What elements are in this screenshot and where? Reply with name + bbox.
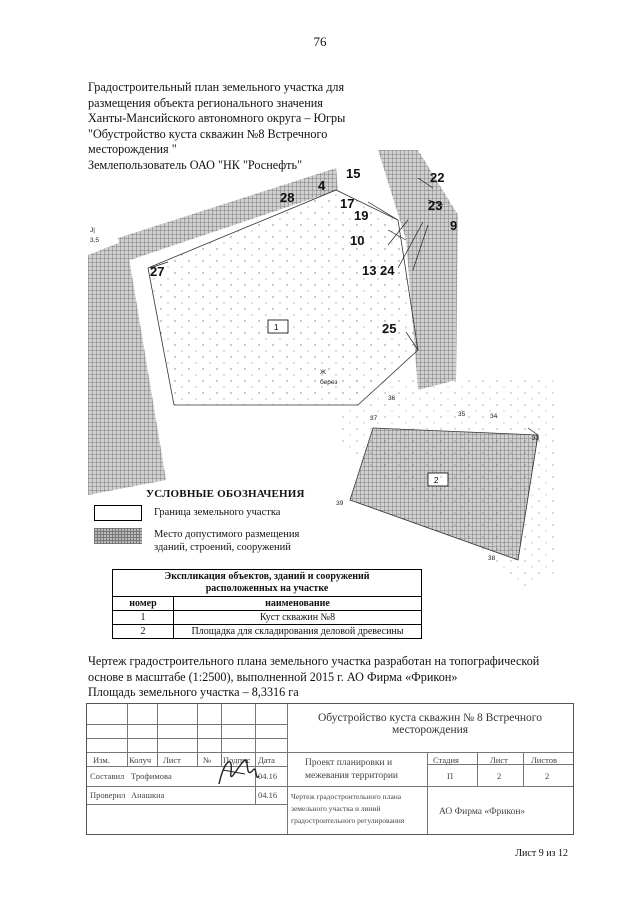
sheet-value: 2 bbox=[497, 771, 502, 781]
note-line: Площадь земельного участка – 8,3316 га bbox=[88, 685, 299, 700]
point-label: 19 bbox=[354, 208, 369, 223]
date-checked: 04.16 bbox=[258, 790, 278, 800]
explication-title-line: расположенных на участке bbox=[205, 583, 329, 594]
point-label: 23 bbox=[428, 198, 443, 213]
heading-line: "Обустройство куста скважин №8 Встречного bbox=[88, 126, 328, 141]
heading-line: размещения объекта регионального значения bbox=[88, 95, 323, 110]
area-label-line: зданий, строений, сооружений bbox=[154, 542, 291, 553]
col-stadia: Стадия bbox=[433, 755, 459, 765]
name-compiled: Трофимова bbox=[131, 771, 172, 781]
row-name: Площадка для складирования деловой древесины bbox=[174, 625, 422, 639]
row-name: Куст скважин №8 bbox=[174, 611, 422, 625]
point-label: 22 bbox=[430, 170, 445, 185]
desc-line: Чертеж градостроительного плана bbox=[291, 792, 402, 801]
note-line: Чертеж градостроительного плана земельного участка разработан на топографической bbox=[88, 654, 540, 668]
note-line: основе в масштабе (1:2500), выполненной 2015 г. АО Фирма «Фрикон» bbox=[88, 669, 458, 684]
point-label: 15 bbox=[346, 166, 361, 181]
small-label: Ж bbox=[320, 369, 327, 376]
company-name: АО Фирма «Фрикон» bbox=[439, 807, 526, 817]
table-row bbox=[113, 611, 422, 625]
legend-title: УСЛОВНЫЕ ОБОЗНАЧЕНИЯ bbox=[146, 488, 305, 500]
col-ndoc: № bbox=[203, 755, 212, 765]
sheets-value: 2 bbox=[545, 771, 550, 781]
explication-title-line: Экспликация объектов, зданий и сооружений bbox=[164, 571, 370, 582]
row-number: 1 bbox=[113, 611, 174, 625]
col-name: наименование bbox=[174, 597, 422, 611]
point-label: 33 bbox=[532, 435, 540, 442]
point-label: 13 bbox=[362, 263, 377, 278]
point-label: 28 bbox=[280, 190, 295, 205]
point-label: 24 bbox=[380, 263, 395, 278]
desc-line: градостроительного регулирования bbox=[291, 816, 405, 825]
col-sheets: Листов bbox=[531, 755, 557, 765]
boundary-swatch bbox=[94, 505, 142, 521]
table-row bbox=[113, 625, 422, 639]
project-line: межевания территории bbox=[305, 771, 399, 781]
col-izm: Изм. bbox=[93, 755, 110, 765]
site-plan-drawing bbox=[88, 150, 558, 590]
heading-line: Ханты-Мансийского автономного округа – Югры bbox=[88, 111, 346, 126]
stadia-value: П bbox=[447, 771, 454, 781]
point-label: 39 bbox=[336, 500, 344, 507]
point-label: 17 bbox=[340, 196, 355, 211]
small-label: J| bbox=[90, 227, 95, 234]
col-sheet: Лист bbox=[490, 755, 508, 765]
area-label-line: Место допустимого размещения bbox=[154, 529, 300, 540]
desc-line: земельного участка и линий bbox=[291, 804, 381, 813]
point-label: 38 bbox=[488, 555, 496, 562]
page-number: 76 bbox=[313, 34, 327, 49]
stamp-title bbox=[287, 712, 573, 736]
point-label: 27 bbox=[150, 264, 165, 279]
name-checked: Анашкна bbox=[131, 790, 165, 800]
point-label: 4 bbox=[318, 178, 326, 193]
drawing-note bbox=[88, 654, 588, 701]
point-label: 34 bbox=[490, 413, 498, 420]
legend-area bbox=[94, 528, 299, 554]
col-podp: Подпис bbox=[223, 755, 251, 765]
boundary-label: Граница земельного участка bbox=[154, 507, 281, 518]
heading-line: месторождения " bbox=[88, 142, 177, 157]
title-block bbox=[86, 703, 574, 835]
small-label: берез bbox=[320, 379, 338, 386]
legend-boundary bbox=[94, 505, 280, 521]
plot-1-label: 1 bbox=[274, 323, 279, 332]
explication-table bbox=[112, 569, 422, 639]
sheet-footer: Лист 9 из 12 bbox=[515, 848, 568, 859]
area-label bbox=[154, 528, 299, 554]
heading-line: Землепользователь ОАО "НК "Роснефть" bbox=[88, 157, 303, 172]
point-label: 9 bbox=[450, 218, 458, 233]
small-label: 3,5 bbox=[90, 237, 100, 244]
hatch-swatch bbox=[94, 528, 142, 544]
explication-title bbox=[113, 570, 422, 597]
project-line: Проект планировки и bbox=[305, 758, 393, 768]
stamp-title-line: месторождения bbox=[391, 724, 469, 736]
heading-line: Градостроительный план земельного участка для bbox=[88, 80, 345, 94]
role-compiled: Составил bbox=[90, 771, 125, 781]
col-list: Лист bbox=[163, 755, 181, 765]
point-label: 10 bbox=[350, 233, 365, 248]
col-kol: Колуч bbox=[129, 755, 152, 765]
point-label: 35 bbox=[458, 411, 466, 418]
stamp-title-line: Обустройство куста скважин № 8 Встречного bbox=[318, 712, 542, 724]
point-label: 37 bbox=[370, 415, 378, 422]
date-compiled: 04.16 bbox=[258, 771, 278, 781]
col-data: Дата bbox=[258, 755, 275, 765]
point-label: 36 bbox=[388, 395, 396, 402]
point-label: 25 bbox=[382, 321, 397, 336]
role-checked: Проверил bbox=[90, 790, 126, 800]
signature bbox=[215, 750, 261, 792]
row-number: 2 bbox=[113, 625, 174, 639]
col-number: номер bbox=[113, 597, 174, 611]
